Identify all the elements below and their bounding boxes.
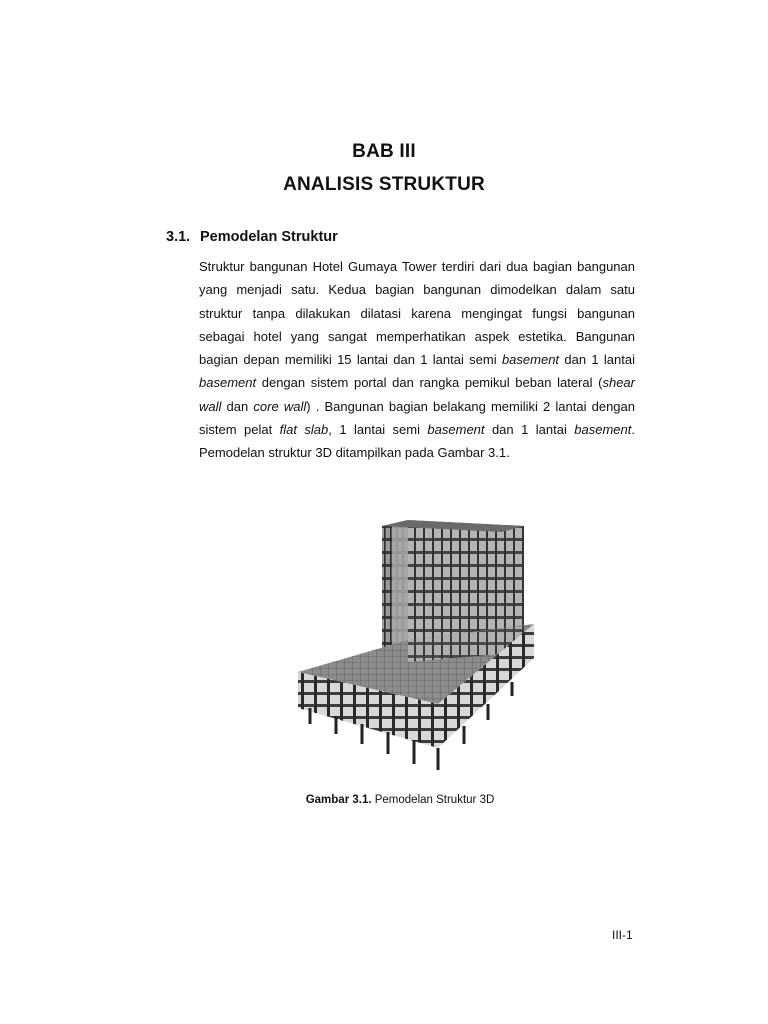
italic-term: basement [574, 422, 632, 438]
section-heading [166, 229, 338, 245]
chapter-title: ANALISIS STRUKTUR [283, 174, 485, 195]
italic-term: core wall [253, 398, 307, 414]
text-run: Struktur bangunan Hotel Gumaya Tower terdiri dari dua bagian bangunan yang menjadi satu. Kedua bagian bangunan dimodelkan dalam satu struktur tanpa dilakukan dilatasi karena mengingat fungsi bangunan sebagai hotel yang sangat memperhatikan aspek estetika. Bangunan bagian depan memiliki 15 lantai dan 1 lantai semi [199, 259, 635, 368]
italic-term: basement [427, 422, 485, 438]
text-run: dengan sistem portal dan rangka pemikul beban lateral ( [256, 375, 603, 391]
italic-term: basement [501, 352, 560, 368]
text-run: , 1 lantai semi [328, 422, 428, 438]
structure-3d-figure [288, 512, 538, 778]
italic-term: basement [199, 375, 257, 391]
text-run: dan 1 lantai [484, 422, 575, 438]
page-number: III-1 [612, 928, 633, 942]
structure-3d-model-image [288, 512, 538, 778]
text-run: ) . Bangunan bagian belakang memiliki 2 lantai dengan sistem pelat [199, 398, 635, 438]
caption-text: Pemodelan Struktur 3D [371, 794, 495, 806]
figure-caption [0, 794, 768, 806]
text-run: dan [221, 398, 254, 414]
section-number: 3.1. [166, 229, 191, 245]
caption-label: Gambar 3.1. [305, 794, 372, 806]
chapter-number: BAB III [352, 141, 416, 162]
section-title: Pemodelan Struktur [200, 229, 338, 245]
text-run: dan 1 lantai [559, 352, 635, 368]
italic-term: shear wall [199, 375, 635, 414]
text-run: . Pemodelan struktur 3D ditampilkan pada Gambar 3.1. [199, 422, 635, 461]
italic-term: flat slab [279, 422, 329, 438]
body-paragraph [199, 255, 635, 465]
